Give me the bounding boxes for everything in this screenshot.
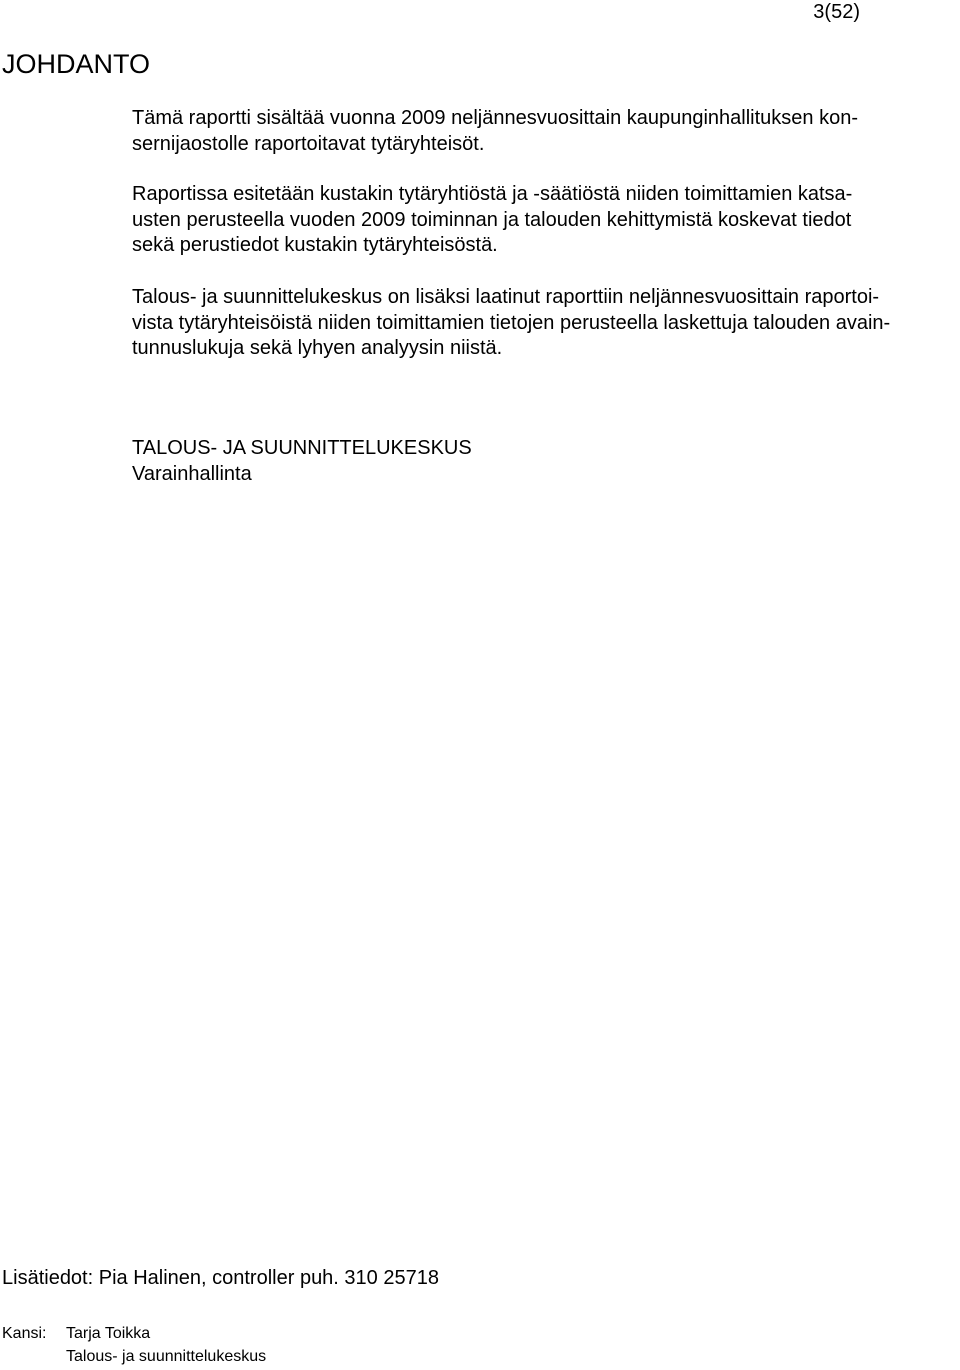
paragraph-line: Talous- ja suunnittelukeskus on lisäksi laatinut raporttiin neljännesvuosittain raportoi- [132, 286, 880, 308]
analysis-paragraph [132, 285, 890, 362]
organization-unit: Varainhallinta [132, 463, 252, 485]
contact-info: Lisätiedot: Pia Halinen, controller puh. 310 25718 [2, 1267, 439, 1289]
organization-block [132, 435, 472, 487]
paragraph-line: sernijaostolle raportoitavat tytäryhteisöt. [132, 132, 485, 155]
cover-label: Kansi: [2, 1325, 47, 1342]
paragraph-line: Raportissa esitetään kustakin tytäryhtiöstä ja -säätiöstä niiden toimittamien katsa- [132, 183, 853, 205]
cover-author: Tarja Toikka [66, 1325, 151, 1342]
report-content-paragraph [132, 182, 852, 259]
paragraph-line: usten perusteella vuoden 2009 toiminnan ja talouden kehittymistä koskevat tiedot [132, 208, 852, 231]
intro-paragraph [132, 106, 858, 157]
paragraph-line: tunnuslukuja sekä lyhyen analyysin niistä. [132, 337, 503, 359]
paragraph-line: sekä perustiedot kustakin tytäryhteisöstä. [132, 234, 498, 256]
paragraph-line: Tämä raportti sisältää vuonna 2009 neljännesvuosittain kaupunginhallituksen kon- [132, 107, 859, 129]
page-number: 3(52) [813, 1, 860, 23]
paragraph-line: vista tytäryhteisöistä niiden toimittamien tietojen perusteella laskettuja talouden avain- [132, 311, 891, 334]
cover-credits [2, 1322, 266, 1368]
cover-department: Talous- ja suunnittelukeskus [66, 1348, 267, 1365]
organization-name: TALOUS- JA SUUNNITTELUKESKUS [132, 437, 472, 459]
page-title: JOHDANTO [2, 49, 151, 79]
